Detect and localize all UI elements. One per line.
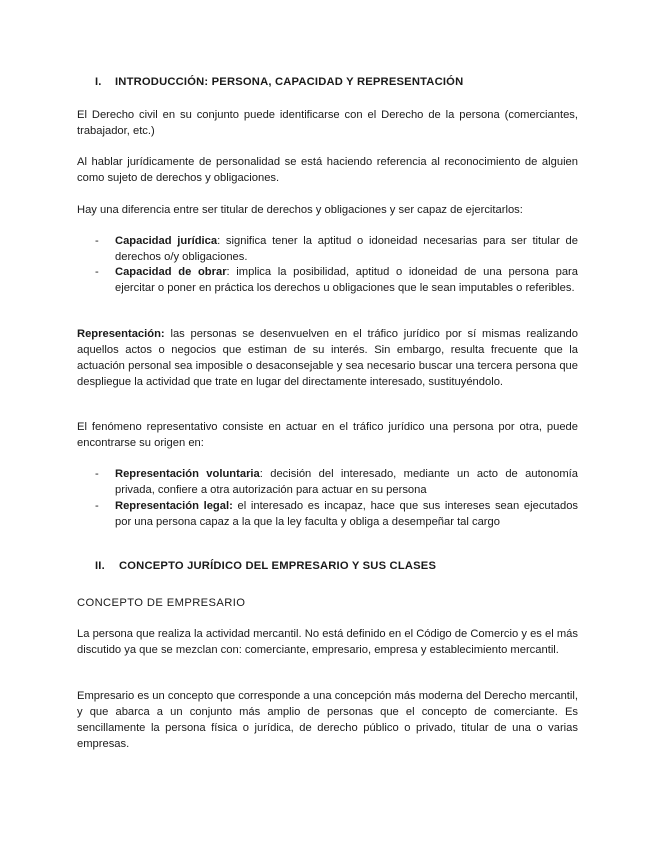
list-text: el interesado es incapaz, hace que sus intereses sean ejecutados por una persona capaz a la que la ley faculta y obliga a desempeñar tal cargo [115,500,579,528]
list-item [77,233,578,265]
paragraph-text: las personas se desenvuelven en el tráfico jurídico por sí mismas realizando aquellos actos o negocios que estiman de su interés. Sin embargo, resulta frecuente que la actuación personal sea imposible o desaconsejable y sea necesario buscar una tercera persona que despliegue la actividad que trate en lugar del directamente interesado, sustituyéndolo. [77,328,578,388]
paragraph-representacion [77,326,578,390]
subsection-title: CONCEPTO DE EMPRESARIO [77,597,246,609]
list-dash: - [95,500,99,512]
paragraph-term: Representación: [77,328,165,340]
list-item [77,466,578,498]
list-dash: - [95,235,99,247]
section-heading-2 [95,560,515,576]
list-term: Capacidad jurídica [115,235,218,247]
paragraph: El Derecho civil en su conjunto puede identificarse con el Derecho de la persona (comerciantes, trabajador, etc.) [77,109,578,137]
list-item [77,264,578,296]
list-item [77,498,578,530]
list-term: Capacidad de obrar [115,266,227,278]
list-text: : decisión del interesado, mediante un acto de autonomía privada, confiere a otra autorización para actuar en su persona [115,468,578,496]
list-text: : implica la posibilidad, aptitud o idoneidad de una persona para ejercitar o poner en práctica los derechos u obligaciones que le sean imputables o referibles. [115,266,578,294]
paragraph: La persona que realiza la actividad mercantil. No está definido en el Código de Comercio y es el más discutido ya que se mezclan con: comerciante, empresario, empresa y establecimiento mercantil. [77,628,578,656]
list-text: : significa tener la aptitud o idoneidad necesarias para ser titular de derechos o/y obligaciones. [115,235,578,263]
paragraph: Hay una diferencia entre ser titular de derechos y obligaciones y ser capaz de ejercitarlos: [77,204,523,216]
section-number: I. [95,76,102,88]
section-title: CONCEPTO JURÍDICO DEL EMPRESARIO Y SUS CLASES [119,560,437,572]
list-term: Representación legal: [115,500,233,512]
list-dash: - [95,266,99,278]
section-title: INTRODUCCIÓN: PERSONA, CAPACIDAD Y REPRESENTACIÓN [115,76,464,88]
paragraph: El fenómeno representativo consiste en actuar en el tráfico jurídico una persona por otra, puede encontrarse su origen en: [77,421,578,449]
paragraph: Empresario es un concepto que corresponde a una concepción más moderna del Derecho mercantil, y que abarca a un conjunto más amplio de personas que el concepto de comerciante. Es sencillamente la persona física o jurídica, de derecho público o privado, titular de una o varias empresas. [77,690,578,750]
list-term: Representación voluntaria [115,468,260,480]
section-heading-1 [95,76,515,92]
paragraph: Al hablar jurídicamente de personalidad se está haciendo referencia al reconocimiento de alguien como sujeto de derechos y obligaciones. [77,156,578,184]
section-number: II. [95,560,105,572]
list-dash: - [95,468,99,480]
